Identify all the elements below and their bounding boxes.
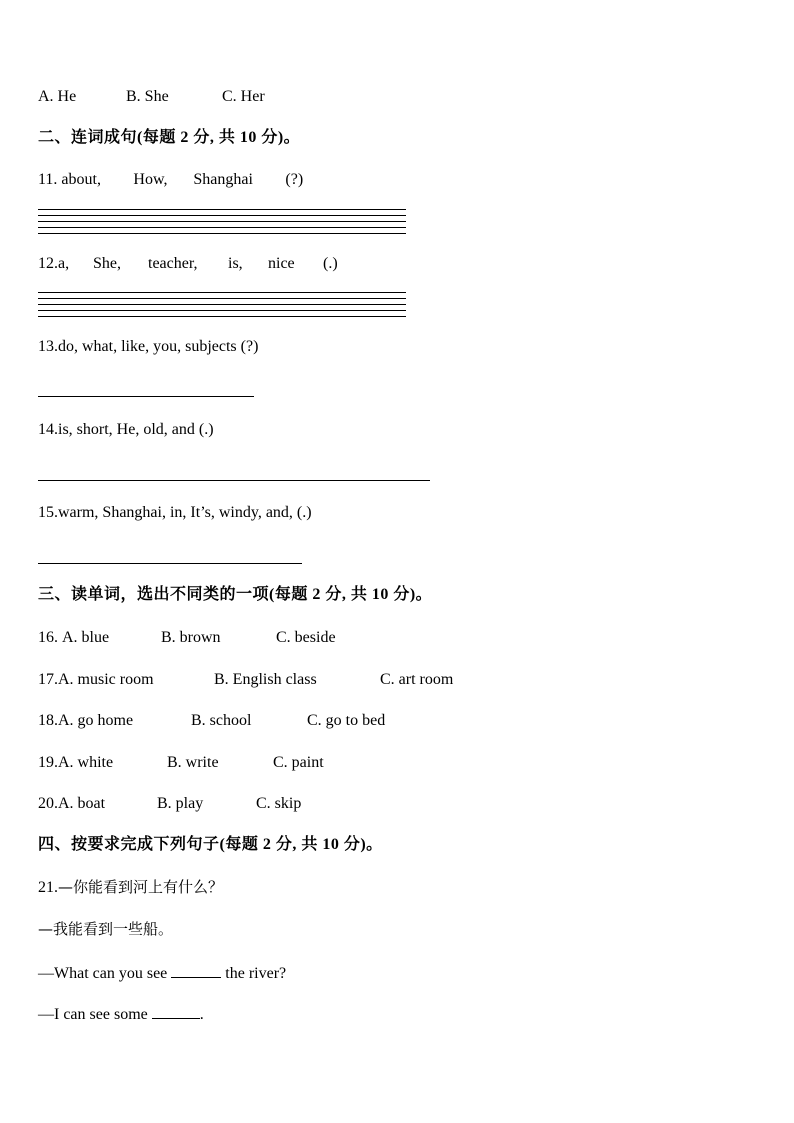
- option-c: C. skip: [256, 795, 302, 812]
- answer-line[interactable]: [38, 304, 406, 305]
- answer-line[interactable]: [38, 209, 406, 210]
- question-21: [38, 877, 223, 898]
- word: teacher,: [148, 255, 198, 272]
- option-a: A. blue: [62, 629, 110, 646]
- sentence-start: —What can you see: [38, 965, 172, 982]
- option-c: C. Her: [222, 88, 265, 105]
- option-c: C. paint: [273, 754, 324, 771]
- question-17: [38, 670, 453, 690]
- word: nice: [268, 255, 295, 272]
- question-number: 11.: [38, 171, 58, 188]
- option-a: A. He: [38, 88, 77, 105]
- question-14: [38, 420, 214, 440]
- answer-line[interactable]: [38, 233, 406, 234]
- english-question: [38, 961, 286, 984]
- section-3-heading: 三、读单词，选出不同类的一项(每题 2 分, 共 10 分)。: [38, 586, 433, 603]
- option-c: C. go to bed: [307, 712, 386, 729]
- answer-line[interactable]: [38, 480, 430, 481]
- answer-line[interactable]: [38, 221, 406, 222]
- question-number: 14.: [38, 421, 58, 438]
- question-20: [38, 794, 301, 814]
- option-a: A. white: [58, 754, 114, 771]
- option-b: B. play: [157, 795, 204, 812]
- chinese-question: —你能看到河上有什么？: [58, 878, 224, 896]
- question-number: 12.: [38, 255, 58, 272]
- option-c: C. art room: [380, 671, 454, 688]
- option-b: B. brown: [161, 629, 221, 646]
- answer-line[interactable]: [38, 298, 406, 299]
- answer-line[interactable]: [38, 310, 406, 311]
- word: (.): [323, 255, 338, 272]
- word: She,: [93, 255, 121, 272]
- question-18: [38, 711, 385, 731]
- option-a: A. boat: [58, 795, 106, 812]
- answer-line[interactable]: [38, 292, 406, 293]
- answer-line[interactable]: [38, 563, 302, 564]
- option-a: A. music room: [58, 671, 154, 688]
- word: Shanghai: [193, 171, 253, 188]
- word: (?): [285, 171, 304, 188]
- word: a,: [58, 255, 70, 272]
- question-number: 21.: [38, 879, 58, 896]
- option-b: B. write: [167, 754, 219, 771]
- question-number: 17.: [38, 671, 58, 688]
- english-answer: [38, 1002, 204, 1025]
- question-number: 19.: [38, 754, 58, 771]
- blank-1[interactable]: [171, 961, 221, 978]
- option-b: B. school: [191, 712, 252, 729]
- q10-options: [38, 87, 265, 107]
- blank-2[interactable]: [152, 1002, 200, 1019]
- option-b: B. English class: [214, 671, 317, 688]
- option-c: C. beside: [276, 629, 336, 646]
- question-number: 18.: [38, 712, 58, 729]
- question-number: 13.: [38, 338, 58, 355]
- question-11: [38, 170, 303, 190]
- question-number: 20.: [38, 795, 58, 812]
- word: about,: [61, 171, 101, 188]
- question-19: [38, 753, 324, 773]
- words: do, what, like, you, subjects (?): [58, 338, 259, 355]
- answer-line[interactable]: [38, 227, 406, 228]
- word: is,: [228, 255, 243, 272]
- section-4-heading: 四、按要求完成下列句子(每题 2 分, 共 10 分)。: [38, 836, 383, 853]
- answer-line[interactable]: [38, 215, 406, 216]
- sentence-end: .: [199, 1006, 204, 1023]
- question-number: 15.: [38, 504, 58, 521]
- section-2-heading: 二、连词成句(每题 2 分, 共 10 分)。: [38, 129, 301, 146]
- word: How,: [133, 171, 168, 188]
- question-13: [38, 337, 258, 357]
- words: is, short, He, old, and (.): [58, 421, 214, 438]
- answer-line[interactable]: [38, 316, 406, 317]
- chinese-answer: —我能看到一些船。: [38, 920, 174, 938]
- question-number: 16.: [38, 629, 58, 646]
- words: warm, Shanghai, in, It’s, windy, and, (.): [58, 504, 312, 521]
- sentence-end: the river?: [221, 965, 287, 982]
- question-15: [38, 503, 312, 523]
- sentence-start: —I can see some: [38, 1006, 152, 1023]
- option-a: A. go home: [58, 712, 134, 729]
- answer-line[interactable]: [38, 396, 254, 397]
- question-16: [38, 628, 336, 648]
- option-b: B. She: [126, 88, 169, 105]
- question-12: [38, 254, 338, 274]
